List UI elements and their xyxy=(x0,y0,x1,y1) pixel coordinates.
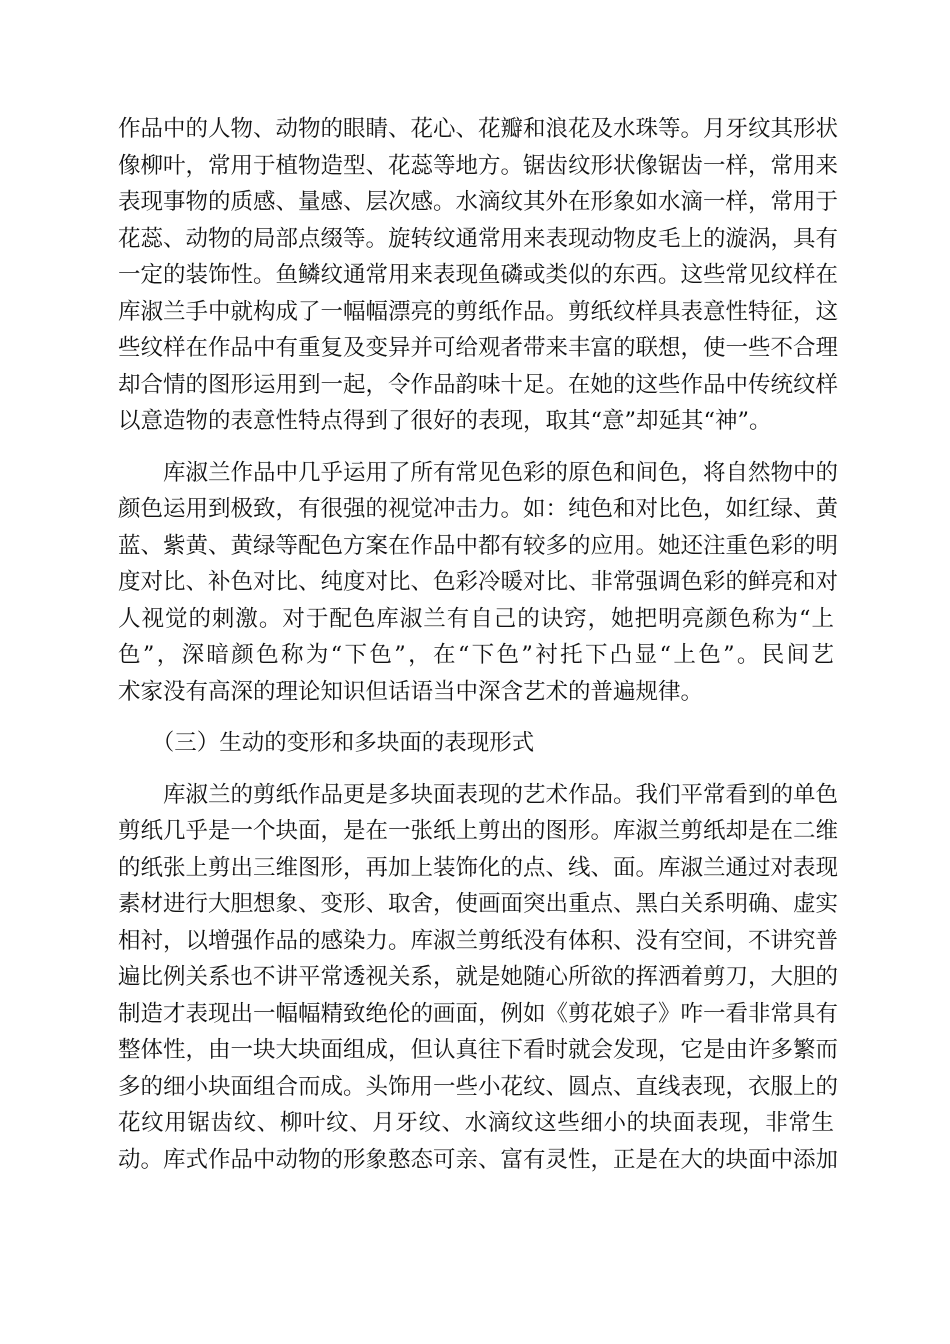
text-line: 一定的装饰性。鱼鳞纹通常用来表现鱼磷或类似的东西。这些常见纹样在 xyxy=(118,262,839,288)
text-line: 度对比、补色对比、纯度对比、色彩冷暖对比、非常强调色彩的鲜亮和对 xyxy=(118,569,839,595)
text-line: 表现事物的质感、量感、层次感。水滴纹其外在形象如水滴一样，常用于 xyxy=(118,189,839,215)
text-line: 花纹用锯齿纹、柳叶纹、月牙纹、水滴纹这些细小的块面表现，非常生 xyxy=(118,1110,834,1136)
paragraph-spacer xyxy=(118,710,834,725)
text-line: 整体性，由一块大块面组成，但认真往下看时就会发现，它是由许多繁而 xyxy=(118,1037,839,1063)
text-line: 素材进行大胆想象、变形、取舍，使画面突出重点、黑白关系明确、虚实 xyxy=(118,891,839,917)
section-heading xyxy=(118,725,834,762)
text-line: 却合情的图形运用到一起，令作品韵味十足。在她的这些作品中传统纹样 xyxy=(118,371,839,398)
text-line: 制造才表现出一幅幅精致绝伦的画面，例如《剪花娘子》咋一看非常具有 xyxy=(118,1000,839,1027)
text-line: 术家没有高深的理论知识但话语当中深含艺术的普遍规律。 xyxy=(118,678,704,705)
paragraph-multi-block xyxy=(118,777,839,1179)
text-line: 库淑兰手中就构成了一幅幅漂亮的剪纸作品。剪纸纹样具表意性特征，这 xyxy=(118,298,839,325)
text-line: 遍比例关系也不讲平常透视关系，就是她随心所欲的挥洒着剪刀，大胆的 xyxy=(118,964,839,990)
paragraph-ornament-patterns xyxy=(118,111,839,440)
text-line: 多的细小块面组合而成。头饰用一些小花纹、圆点、直线表现，衣服上的 xyxy=(118,1073,839,1100)
text-line: 色”，深暗颜色称为“下色”，在“下色”衬托下凸显“上色”。民间艺 xyxy=(118,642,834,668)
text-line: 相衬，以增强作品的感染力。库淑兰剪纸没有体积、没有空间，不讲究普 xyxy=(118,927,839,954)
text-line: 以意造物的表意性特点得到了很好的表现，取其“意”却延其“神”。 xyxy=(118,408,772,434)
text-line: 的纸张上剪出三维图形，再加上装饰化的点、线、面。库淑兰通过对表现 xyxy=(118,854,839,881)
body-text xyxy=(118,111,839,1178)
text-line: 人视觉的刺激。对于配色库淑兰有自己的诀窍，她把明亮颜色称为“上 xyxy=(118,605,834,632)
text-line: 花蕊、动物的局部点缀等。旋转纹通常用来表现动物皮毛上的漩涡，具有 xyxy=(118,225,839,252)
text-line: 剪纸几乎是一个块面，是在一张纸上剪出的图形。库淑兰剪纸却是在二维 xyxy=(118,818,839,844)
text-line: 颜色运用到极致，有很强的视觉冲击力。如：纯色和对比色，如红绿、黄 xyxy=(118,496,839,522)
paragraph-spacer xyxy=(118,762,834,777)
text-line: 些纹样在作品中有重复及变异并可给观者带来丰富的联想，使一些不合理 xyxy=(118,335,839,361)
paragraph-color-usage xyxy=(118,455,839,711)
text-line: 作品中的人物、动物的眼睛、花心、花瓣和浪花及水珠等。月牙纹其形状 xyxy=(118,116,839,142)
text-line: 库淑兰的剪纸作品更是多块面表现的艺术作品。我们平常看到的单色 xyxy=(118,781,839,808)
text-line: 动。库式作品中动物的形象憨态可亲、富有灵性，正是在大的块面中添加 xyxy=(118,1146,839,1173)
text-line: 像柳叶，常用于植物造型、花蕊等地方。锯齿纹形状像锯齿一样，常用来 xyxy=(118,152,839,179)
section-heading-text: （三）生动的变形和多块面的表现形式 xyxy=(118,730,535,756)
text-line: 蓝、紫黄、黄绿等配色方案在作品中都有较多的应用。她还注重色彩的明 xyxy=(118,532,839,559)
paragraph-spacer xyxy=(118,440,834,455)
text-line: 库淑兰作品中几乎运用了所有常见色彩的原色和间色，将自然物中的 xyxy=(118,459,839,486)
